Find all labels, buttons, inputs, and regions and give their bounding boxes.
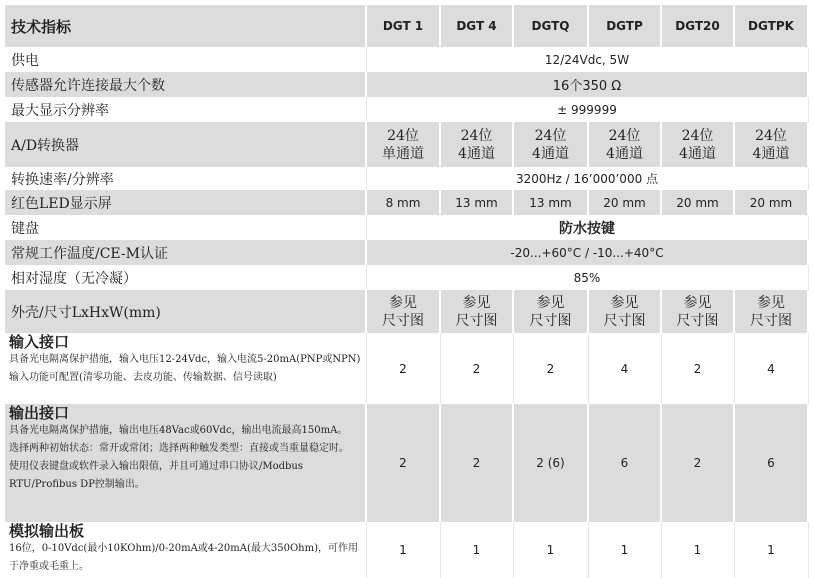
cell-line: 24位	[681, 127, 714, 144]
cell: 2	[366, 404, 440, 522]
cell-line: 参见	[536, 294, 565, 311]
cell: 1	[661, 522, 734, 578]
row-label: 最大显示分辨率	[5, 97, 366, 122]
cell	[440, 290, 513, 333]
cell-line: 24位	[534, 127, 567, 144]
cell: 20 mm	[661, 190, 734, 215]
cell-line: 单通道	[382, 145, 424, 162]
cell: 6	[734, 404, 808, 522]
row-label: 键盘	[5, 215, 366, 240]
header-row	[5, 5, 808, 47]
cell: 20 mm	[588, 190, 661, 215]
cell-line: 尺寸图	[603, 312, 646, 329]
cell-line: 尺寸图	[529, 312, 572, 329]
cell-line: 尺寸图	[455, 312, 498, 329]
cell	[366, 122, 440, 167]
cell: 1	[440, 522, 513, 578]
cell: 20 mm	[734, 190, 808, 215]
cell: 4	[588, 333, 661, 404]
section-desc: 具备光电隔离保护措施，输出电压48Vac或60Vdc，输出电流最高150mA。	[9, 425, 348, 436]
table-row	[5, 215, 808, 240]
cell	[513, 290, 588, 333]
section-desc: 16位，0-10Vdc(最小10KOhm)/0-20mA或4-20mA(最大350Ohm)，可作用于净重或毛重上。	[9, 543, 358, 572]
row-value: 3200Hz / 16’000’000 点	[366, 167, 808, 190]
model-header: DGTQ	[513, 5, 588, 47]
table-row	[5, 240, 808, 265]
cell-line: 24位	[608, 127, 641, 144]
cell-line: 尺寸图	[750, 312, 792, 329]
section-title: 模拟输出板	[9, 522, 85, 540]
cell: 2	[513, 333, 588, 404]
row-label	[5, 333, 366, 404]
cell-line: 4通道	[532, 145, 569, 162]
row-value: 防水按键	[366, 215, 808, 240]
row-label: 外壳/尺寸LxHxW(mm)	[5, 290, 366, 333]
cell	[513, 122, 588, 167]
cell	[588, 290, 661, 333]
table-row	[5, 522, 808, 578]
cell: 1	[366, 522, 440, 578]
cell: 2 (6)	[513, 404, 588, 522]
section-desc: 输入功能可配置(清零功能、去皮功能、传输数据、信号读取)	[9, 372, 277, 383]
table-row	[5, 265, 808, 290]
table-row	[5, 190, 808, 215]
cell: 1	[734, 522, 808, 578]
row-value: -20...+60°C / -10...+40°C	[366, 240, 808, 265]
cell-line: 24位	[460, 127, 493, 144]
cell	[661, 122, 734, 167]
table-row	[5, 72, 808, 97]
row-value: 85%	[366, 265, 808, 290]
row-label: 红色LED显示屏	[5, 190, 366, 215]
cell-line: 4通道	[752, 145, 790, 162]
cell: 2	[440, 333, 513, 404]
row-label: 常规工作温度/CE-M认证	[5, 240, 366, 265]
row-value: 16个350 Ω	[366, 72, 808, 97]
cell: 13 mm	[440, 190, 513, 215]
section-desc: 具备光电隔离保护措施，输入电压12-24Vdc，输入电流5-20mA(PNP或NPN)	[9, 354, 361, 365]
cell: 2	[661, 333, 734, 404]
cell	[734, 122, 808, 167]
table-row	[5, 47, 808, 72]
cell	[734, 290, 808, 333]
table-row	[5, 122, 808, 167]
cell-line: 参见	[389, 294, 417, 311]
cell: 8 mm	[366, 190, 440, 215]
section-desc: 使用仪表键盘或软件录入输出限值，并且可通过串口协议/Modbus RTU/Profibus DP控制输出。	[9, 461, 304, 490]
section-title: 输出接口	[9, 404, 70, 422]
row-value: ± 999999	[366, 97, 808, 122]
cell-line: 4通道	[458, 145, 495, 162]
cell: 2	[440, 404, 513, 522]
section-desc: 选择两种初始状态：常开或常闭；选择两种触发类型：直接或当重量稳定时。	[9, 443, 349, 454]
cell	[661, 290, 734, 333]
table-row	[5, 290, 808, 333]
model-header: DGT 1	[366, 5, 440, 47]
cell-line: 24位	[755, 127, 787, 144]
cell-line: 24位	[387, 127, 419, 144]
cell-line: 尺寸图	[382, 312, 424, 329]
cell	[440, 122, 513, 167]
model-header: DGTP	[588, 5, 661, 47]
table-row	[5, 97, 808, 122]
row-label: 传感器允许连接最大个数	[5, 72, 366, 97]
cell	[366, 290, 440, 333]
cell	[588, 122, 661, 167]
cell: 13 mm	[513, 190, 588, 215]
cell: 2	[366, 333, 440, 404]
cell: 1	[588, 522, 661, 578]
row-label	[5, 522, 366, 578]
model-header: DGT 4	[440, 5, 513, 47]
cell: 4	[734, 333, 808, 404]
row-label	[5, 404, 366, 522]
cell-line: 4通道	[606, 145, 643, 162]
header-label: 技术指标	[5, 5, 366, 47]
table-row	[5, 167, 808, 190]
cell: 6	[588, 404, 661, 522]
section-title: 输入接口	[9, 333, 70, 351]
model-header: DGTPK	[734, 5, 808, 47]
row-label: 转换速率/分辨率	[5, 167, 366, 190]
model-header: DGT20	[661, 5, 734, 47]
cell-line: 参见	[610, 294, 639, 311]
row-label: 供电	[5, 47, 366, 72]
cell: 2	[661, 404, 734, 522]
cell-line: 参见	[462, 294, 491, 311]
row-label: 相对湿度（无冷凝）	[5, 265, 366, 290]
cell-line: 4通道	[679, 145, 716, 162]
cell: 1	[513, 522, 588, 578]
cell-line: 参见	[757, 294, 785, 311]
spec-table	[5, 5, 809, 578]
row-value: 12/24Vdc, 5W	[366, 47, 808, 72]
table-row	[5, 333, 808, 404]
row-label: A/D转换器	[5, 122, 366, 167]
cell-line: 尺寸图	[676, 312, 719, 329]
cell-line: 参见	[683, 294, 712, 311]
table-row	[5, 404, 808, 522]
